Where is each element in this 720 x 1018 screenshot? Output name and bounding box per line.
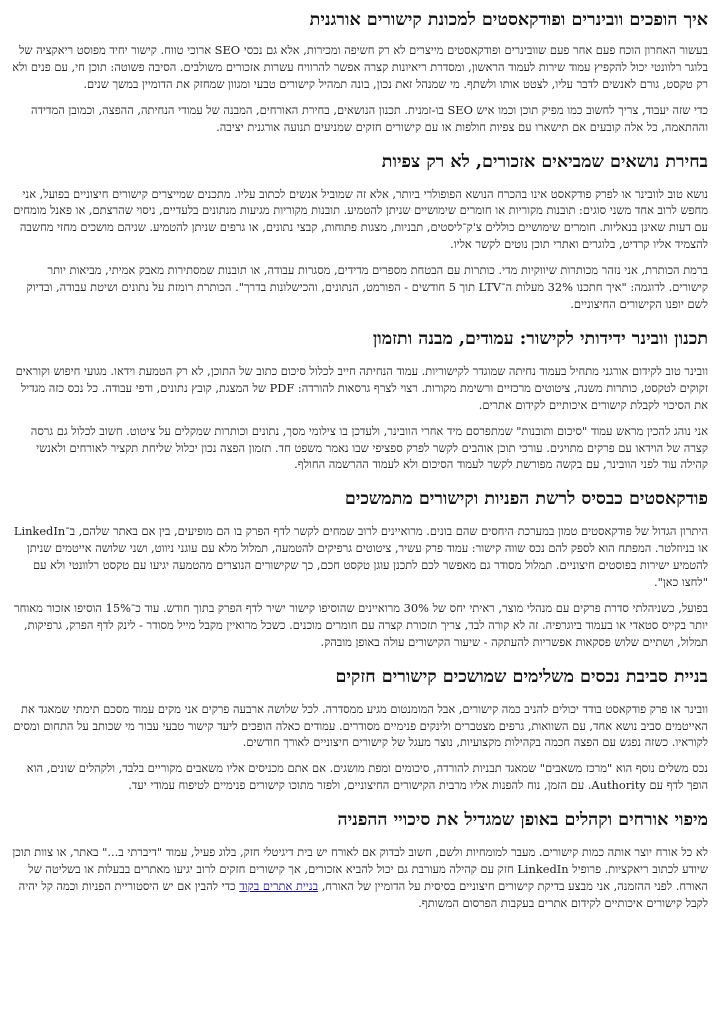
section-paragraph: וובינר או פרק פודקאסט בודד יכולים להניב כמה קישורים, אבל המומנטום מגיע ממסדרה. לכל שלושה ארבעה פרקים אני מקים עמוד מסכם תימתי שמאגד את האייטמים סביב נושא אחד, עם השוואות, גרפים מצטברים ולינקים פנימיים מסודרים. עמודים כאלה הופכים ליעד קישור טבעי עבור מי שכותב על התחום ומסים לקוראיו. כשזה נפגש עם הפצה חכמה בקהילות מקצועיות, נוצר מעגל של קישורים חיצוניים לאורך חודשים. [13,701,708,750]
article-title: איך הופכים וובינרים ופודקאסטים למכונת קישורים אורגנית [309,10,708,30]
section-paragraph: וובינר טוב לקידום אורגני מתחיל בעמוד נחיתה שמוגדר לקישוריות. עמוד הנחיתה חייב לכלול סיכום כתוב של התוכן, לא רק הטמעת וידאו. מגועי חיפוש וקוראים זקוקים לטקסט, כותרות משנה, ציטוטים מרכזיים ורשימת מקורות. רצוי לצרף גרסאות להורדה: PDF של המצגת, קובץ נתונים, ודפי עבודה. כל נכס כזה מגדיל את הסיכוי לקבלת קישורים איכותיים לקידום אתרים. [15,363,708,412]
section-paragraph: ברמת הכותרת, אני נזהר מכותרות שיווקיות מדי. כותרות עם הבטחת מספרים מדידים, מסגרות עבודה, או תובנות שמסתירות מאבק אמיתי, מביאות יותר קישורים. לדוגמה: "איך חתכנו 32% מעלות ה־LTV תוך 5 חודשים - הפורמט, הנתונים, והכישלונות בדרך". הכותרת רומזת על נתונים ושיטת עבודה, ובדיוק לשם יופנו הקישורים החיצוניים. [26,263,708,311]
section-paragraph-with-link [10,844,708,912]
section-paragraph: אני נוהג להכין מראש עמוד "סיכום ותובנות" שמתפרסם מיד אחרי הוובינר, ולעדכן בו צילומי מסך, נתונים וכותרות שמקלים על ציטוט. חשוב לכלול גם גרסה קצרה של הוידאו עם פרקים מתויגים. עורכי תוכן אוהבים לקשר לפרק ספציפי שבו נאמר משפט חד. תזמון הפצה נכון יכלול שליחת תקציר לאורחים ולאנשי קהילה עוד לפני הוובינר, עם בקשה מפורשת לקשר לעמוד הסיכום ולא לעמוד ההרשמה החולף. [30,423,708,472]
section-heading-topics: בחירת נושאים שמביאים אזכורים, לא רק צפיות [381,151,708,172]
section-paragraph: בפועל, כשניהלתי סדרת פרקים עם מנהלי מוצר, ראיתי יחס של 30% מרואיינים שהוסיפו קישור ישיר לדף הפרק בתוך חודש. עוד כ־15% הוסיפו אזכור מאוחר יותר בקייס סטאדי או בעמוד ביוגרפיה. זה לא קורה לבד, צריך תזכורת קצרה עם חומרים מוכנים. כשכל מרואיין מקבל מייל מסודר - לינק לדף הפרק, גרפיקות, תמלול, ושתיים שלוש פסקאות אפשריות להעתקה - שיעור הקישורים עולה באופן מובהק. [13,600,708,649]
section-heading-podcasts: פודקאסטים כבסיס לרשת הפניות וקישורים מתמשכים [344,489,708,510]
section-paragraph: נכס משלים נוסף הוא "מרכז משאבים" שמאגד תבניות להורדה, סיכומים ומפת מושגים. אם אתם מכניסים אליו משאבים מקוריים בלבד, ולקהלים שונים, הוא הופך לדף עם Authority. עם הזמן, נוח להפנות אליו מרבית הקישורים החיצוניים, ולפזר מתוכו קישורים פנימיים לטיפוח עמודי יעד. [26,761,708,793]
paragraph-text: לא כל אורח יוצר אותה כמות קישורים. מעבר למומחיות ולשם, חשוב לבדוק אם לאורח יש בית דיגיטלי חזק, בלוג פעיל, עמוד "דיברתי ב..." באתר, או צוות תוכן שיודע לכתוב ריאקציות. פרופיל LinkedIn חזק עם קהילה מעורבת גם יכול להביא אזכורים, אך קישורים חזקים לרוב יגיעו מאתרים בבעלות או בשליטה של האורח. לפני ההזמנה, אני מבצע בדיקת קישורים חיצוניים בסיסית על הדומיין של האורח, [12,845,708,893]
section-heading-guests: מיפוי אורחים וקהלים באופן שמגדיל את סיכויי ההפניה [337,810,708,831]
section-heading-webinar-planning: תכנון וובינר ידידותי לקישור: עמודים, מבנה ותזמון [372,328,708,349]
paragraph-text: כדי להבין אם יש היסטוריית הפניות וכמה קל יהיה לקבל קישורים איכותיים לקידום אתרים בעקבות הפרסום המשותף. [18,879,708,910]
section-heading-assets: בניית סביבת נכסים משלימים שמושכים קישורים חזקים [335,666,708,687]
intro-paragraph: כדי שזה יעבוד, צריך לחשוב כמו מפיק תוכן וכמו איש SEO בו-זמנית. תכנון הנושאים, בחירת האורחים, המבנה של עמודי הנחיתה, ההפצה, וכמובן המדידה וההתאמה, כל אלה קובעים אם תישארו עם צפיות חולפות או עם קישורים חזקים שמניעים תנועה אורגנית יציבה. [30,102,708,134]
section-paragraph: נושא טוב לוובינר או לפרק פודקאסט אינו בהכרח הנושא הפופולרי ביותר, אלא זה שמוביל אנשים לכתוב עליו. מתכנים שמייצרים קישורים חיצוניים בפועל, אני מחפש לרוב אחד משני סוגים: תובנות מקוריות או חומרים שימושיים שניתן להטמיע. תובנות מקוריות מגיעות מנתונים בלעדיים, ניסוי שהרצתם, או פאנל מומחים עם דעות שאינן בנאליות. חומרים שימושיים כוללים צ'ק־ליסטים, תבניות, מצגות פתוחות, קבצי נתונים, או גרפים שניתן להטמיע. שניהם מושכים מחזי מחשבה להצמיד אליו קרדיט, בלוגרים ואתרי תוכן נוטים לקשר אליו. [13,186,708,252]
intro-paragraph: בעשור האחרון הוכח פעם אחר פעם שוובינרים ופודקאסטים מייצרים לא רק חשיפה ומכירות, אלא גם נכסי SEO ארוכי טווח. קישור יחיד מפוסט ריאקציה של בלוגר רלוונטי יכול להקפיץ עמוד שירות לעמוד הראשון, ומסדרת ריאיונות קצרה אפשר להרוויח עשרות אזכורים משולבים. הסיבה פשוטה: תוכן חי, עם פנים ולא רק טקסט, גורם לאנשים לדבר עליו, לצטט אותו ולשתף. מי שמנהל זאת נכון, בונה תמהיל קישורים טבעי ומגוון שמחזק את הדומיין במשך שנים. [12,43,708,91]
website-building-link[interactable]: בניית אתרים בקוד [239,879,319,893]
section-paragraph: היתרון הגדול של פודקאסטים טמון במערכת היחסים שהם בונים. מרואיינים לרוב שמחים לקשר לדף הפרק בו הם מופיעים, בין אם באתר שלהם, ב־LinkedIn או בניוזלטר. המפתח הוא לספק להם נכס שווה קישור: עמוד פרק עשיר, ציטוטים גרפיקים להטמעה, תמלול מלא עם עוגני ניווט, ושני שלושה אייטמים שניתן להטמיע ישירות בפוסטים חיצוניים. תמלול מסודר גם מאפשר לכם לתכנן עוגן טקסט חכם, כך שקישורים הנוצרים מהטמעה יגיעו עם טקסט רלוונטי ולא עם "לחצו כאן". [13,524,708,590]
